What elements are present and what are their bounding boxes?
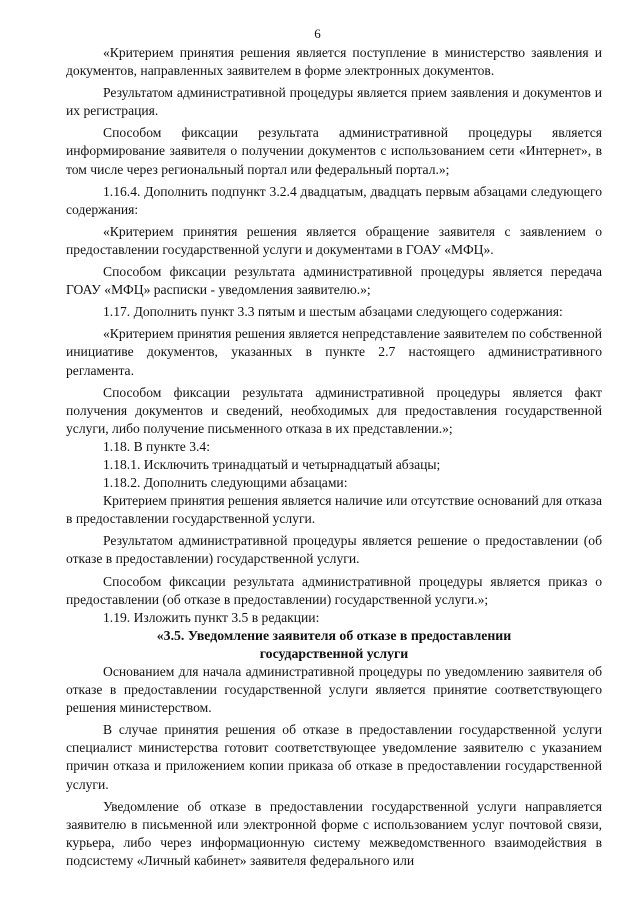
section-heading-line: «3.5. Уведомление заявителя об отказе в предоставлении [156,627,512,643]
page-number: 6 [314,26,321,41]
paragraph: «Критерием принятия решения является поступление в министерство заявления и документов, направленных заявителем в форме электронных документов. [66,45,602,79]
paragraph: Результатом административной процедуры является решение о предоставлении (об отказе в предоставлении) государственной услуги. [66,533,602,567]
document-body [66,44,602,870]
paragraph: В случае принятия решения об отказе в предоставлении государственной услуги специалист министерства готовит соответствующее уведомление заявителю с указанием причин отказа и приложением копии приказа об отказе в предоставлении государственной услуги. [66,722,602,792]
paragraph: Результатом административной процедуры является прием заявления и документов и их регистрация. [66,85,602,119]
paragraph: Способом фиксации результата административной процедуры является передача ГОАУ «МФЦ» расписки - уведомления заявителю.»; [66,264,602,298]
paragraph: 1.16.4. Дополнить подпункт 3.2.4 двадцатым, двадцать первым абзацами следующего содержания: [66,183,602,217]
section-heading-line: государственной услуги [259,645,409,661]
paragraph: 1.18. В пункте 3.4: [103,438,210,454]
paragraph: Способом фиксации результата административной процедуры является приказ о предоставлении (об отказе в предоставлении) государственной услуги.»; [66,573,602,607]
paragraph: Уведомление об отказе в предоставлении государственной услуги направляется заявителю в письменной или электронной форме с использованием услуг почтовой связи, курьера, либо через информационную систему межведомственного взаимодействия в подсистему «Личный кабинет» заявителя федерального или [66,798,602,868]
paragraph: Основанием для начала административной процедуры по уведомлению заявителя об отказе в предоставлении государственной услуги является принятие соответствующего решения министерством. [66,664,602,716]
paragraph: 1.17. Дополнить пункт 3.3 пятым и шестым абзацами следующего содержания: [103,304,563,320]
section-heading [66,627,602,663]
paragraph: Способом фиксации результата административной процедуры является факт получения документов и сведений, необходимых для предоставления государственной услуги, либо получение письменного отказа в их представлении.»; [66,384,602,436]
paragraph: «Критерием принятия решения является обращение заявителя с заявлением о предоставлении государственной услуги и документами в ГОАУ «МФЦ». [66,223,602,257]
paragraph: Критерием принятия решения является наличие или отсутствие оснований для отказа в предоставлении государственной услуги. [66,493,602,527]
paragraph: «Критерием принятия решения является непредставление заявителем по собственной инициативе документов, указанных в пункте 2.7 настоящего административного регламента. [66,326,602,378]
paragraph: Способом фиксации результата административной процедуры является информирование заявителя о получении документов с использованием сети «Интернет», в том числе через региональный портал или федеральный портал.»; [66,125,602,177]
paragraph: 1.19. Изложить пункт 3.5 в редакции: [103,609,320,625]
paragraph: 1.18.1. Исключить тринадцатый и четырнадцатый абзацы; [103,456,441,472]
paragraph: 1.18.2. Дополнить следующими абзацами: [103,475,348,491]
